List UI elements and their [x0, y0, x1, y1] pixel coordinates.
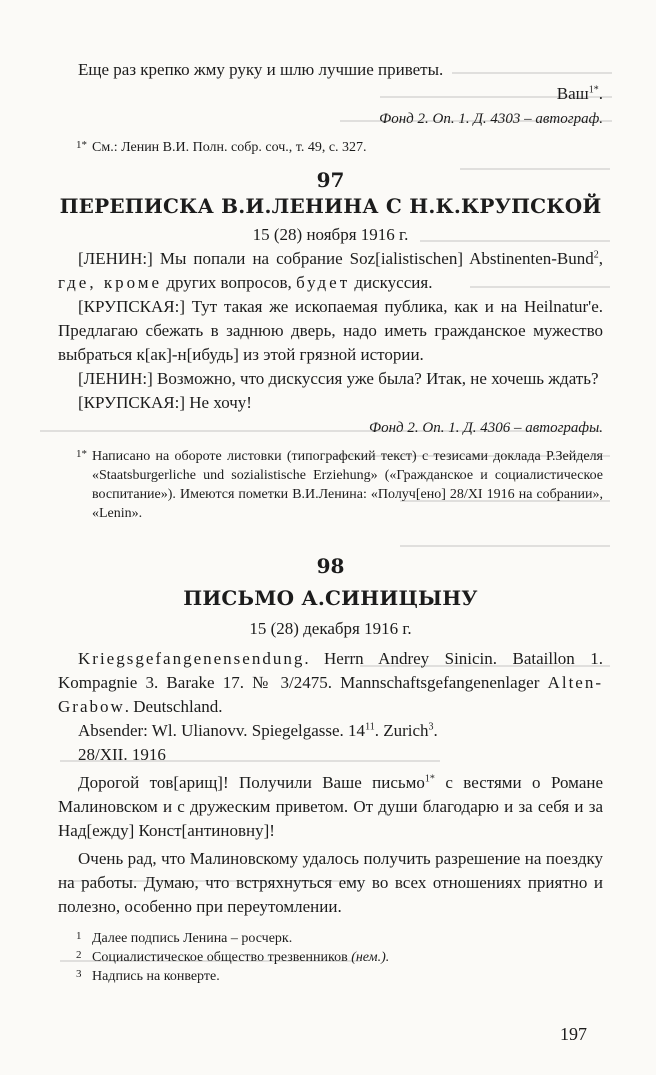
footnote-note: (нем.).: [351, 950, 390, 965]
document-date: 15 (28) декабря 1916 г.: [249, 619, 412, 638]
footnote-top: [58, 138, 603, 157]
address-text: . Deutschland.: [124, 697, 223, 716]
footnote-3: [58, 967, 603, 986]
dateline: 28/XII. 1916: [78, 745, 166, 764]
dialogue-text: ,: [598, 249, 603, 268]
letter-text: Дорогой тов[арищ]! Получили Ваше письмо: [78, 773, 425, 792]
letter-text: с вестями о Романе Малиновском и с дружеским приветом. От души благодарю и за себя и за Над[ежду] Конст[антиновну]!: [58, 773, 604, 840]
archive-source-top: Фонд 2. Оп. 1. Д. 4303 – автограф.: [379, 111, 603, 127]
footnote-ref: 1*: [424, 773, 435, 785]
archive-source: Фонд 2. Оп. 1. Д. 4306 – автографы.: [369, 420, 603, 436]
document-page: [58, 58, 603, 986]
document-date: 15 (28) ноября 1916 г.: [252, 225, 409, 244]
footnote-mark: 1*: [76, 139, 87, 151]
signature-end: .: [598, 84, 603, 103]
spaced-text: где, кроме: [58, 273, 163, 292]
signature: Ваш: [556, 84, 589, 103]
spaced-text: Kriegsgefangenensendung: [78, 649, 305, 668]
dialogue-line-2: [КРУПСКАЯ:] Тут такая же ископаемая публика, как и на Heilnatur'е. Предлагаю сбежать в заднюю дверь, надо иметь гражданское мужество выбраться к[ак]-н[ибудь] из этой грязной истории.: [58, 297, 603, 364]
document-number: 97: [316, 168, 345, 192]
document-title: ПИСЬМО А.СИНИЦЫНУ: [183, 586, 478, 610]
footnote-text: Написано на обороте листовки (типографский текст) с тезисами доклада Р.Зейделя «Staatsburgerliche und sozialistische Erziehung» («Гражданское и социалистическое воспитание»). Имеются пометки В.И.Ленина: «Получ[ено] 28/XI 1916 на собрании», «Lenin».: [92, 449, 603, 521]
letter-paragraph-1: [58, 771, 603, 843]
address-block: [58, 647, 603, 719]
dialogue-text: [ЛЕНИН:] Мы попали на собрание Soz[ialistischen] Abstinenten-Bund: [78, 249, 594, 268]
sender-text: . Zurich: [374, 721, 429, 740]
spaced-text: Alten-Grabow: [58, 673, 603, 716]
superscript: 11: [365, 721, 375, 733]
signature-line: [58, 82, 603, 106]
document-number: 98: [316, 554, 345, 578]
sender-line: [58, 719, 603, 743]
footnote-text: См.: Ленин В.И. Полн. собр. соч., т. 49, с. 327.: [92, 140, 367, 155]
dialogue-line-3: [ЛЕНИН:] Возможно, что дискуссия уже была? Итак, не хочешь ждать?: [78, 369, 599, 388]
footnote-ref: 2: [593, 249, 599, 261]
dialogue-line-1: [58, 247, 603, 295]
footnote-doc97: [58, 447, 603, 523]
dialogue-text: дискуссия.: [350, 273, 433, 292]
sender-text: Absender: Wl. Ulianovv. Spiegelgasse. 14: [78, 721, 366, 740]
footnote-mark: 1: [76, 930, 82, 942]
footnote-mark: 2: [76, 949, 82, 961]
footnote-ref: 3: [428, 721, 434, 733]
footnote-mark: 1*: [76, 448, 87, 460]
dialogue-line-4: [КРУПСКАЯ:] Не хочу!: [78, 393, 252, 412]
closing-line: Еще раз крепко жму руку и шлю лучшие приветы.: [78, 60, 444, 79]
footnote-2: [58, 948, 603, 967]
spaced-text: будет: [296, 273, 351, 292]
footnote-1: [58, 929, 603, 948]
footnote-text: Надпись на конверте.: [92, 969, 220, 984]
footnote-mark: 3: [76, 968, 82, 980]
document-title: ПЕРЕПИСКА В.И.ЛЕНИНА С Н.К.КРУПСКОЙ: [59, 194, 602, 218]
signature-footnote-ref: 1*: [588, 84, 599, 96]
footnote-text: Далее подпись Ленина – росчерк.: [92, 931, 293, 946]
dialogue-text: других вопросов,: [162, 273, 297, 292]
letter-paragraph-2: Очень рад, что Малиновскому удалось получить разрешение на поездку на работы. Думаю, что встряхнуться ему во всех отношениях приятно и полезно, особенно при переутомлении.: [58, 849, 603, 916]
sender-text: .: [433, 721, 438, 740]
footnote-text: Социалистическое общество трезвенников: [92, 950, 348, 965]
page-number: 197: [560, 1024, 587, 1044]
address-text: . Herrn Andrey Sinicin. Bataillon 1. Kompagnie 3. Barake 17. № 3/2475. Mannschaftsgefangenenlager: [58, 649, 603, 692]
